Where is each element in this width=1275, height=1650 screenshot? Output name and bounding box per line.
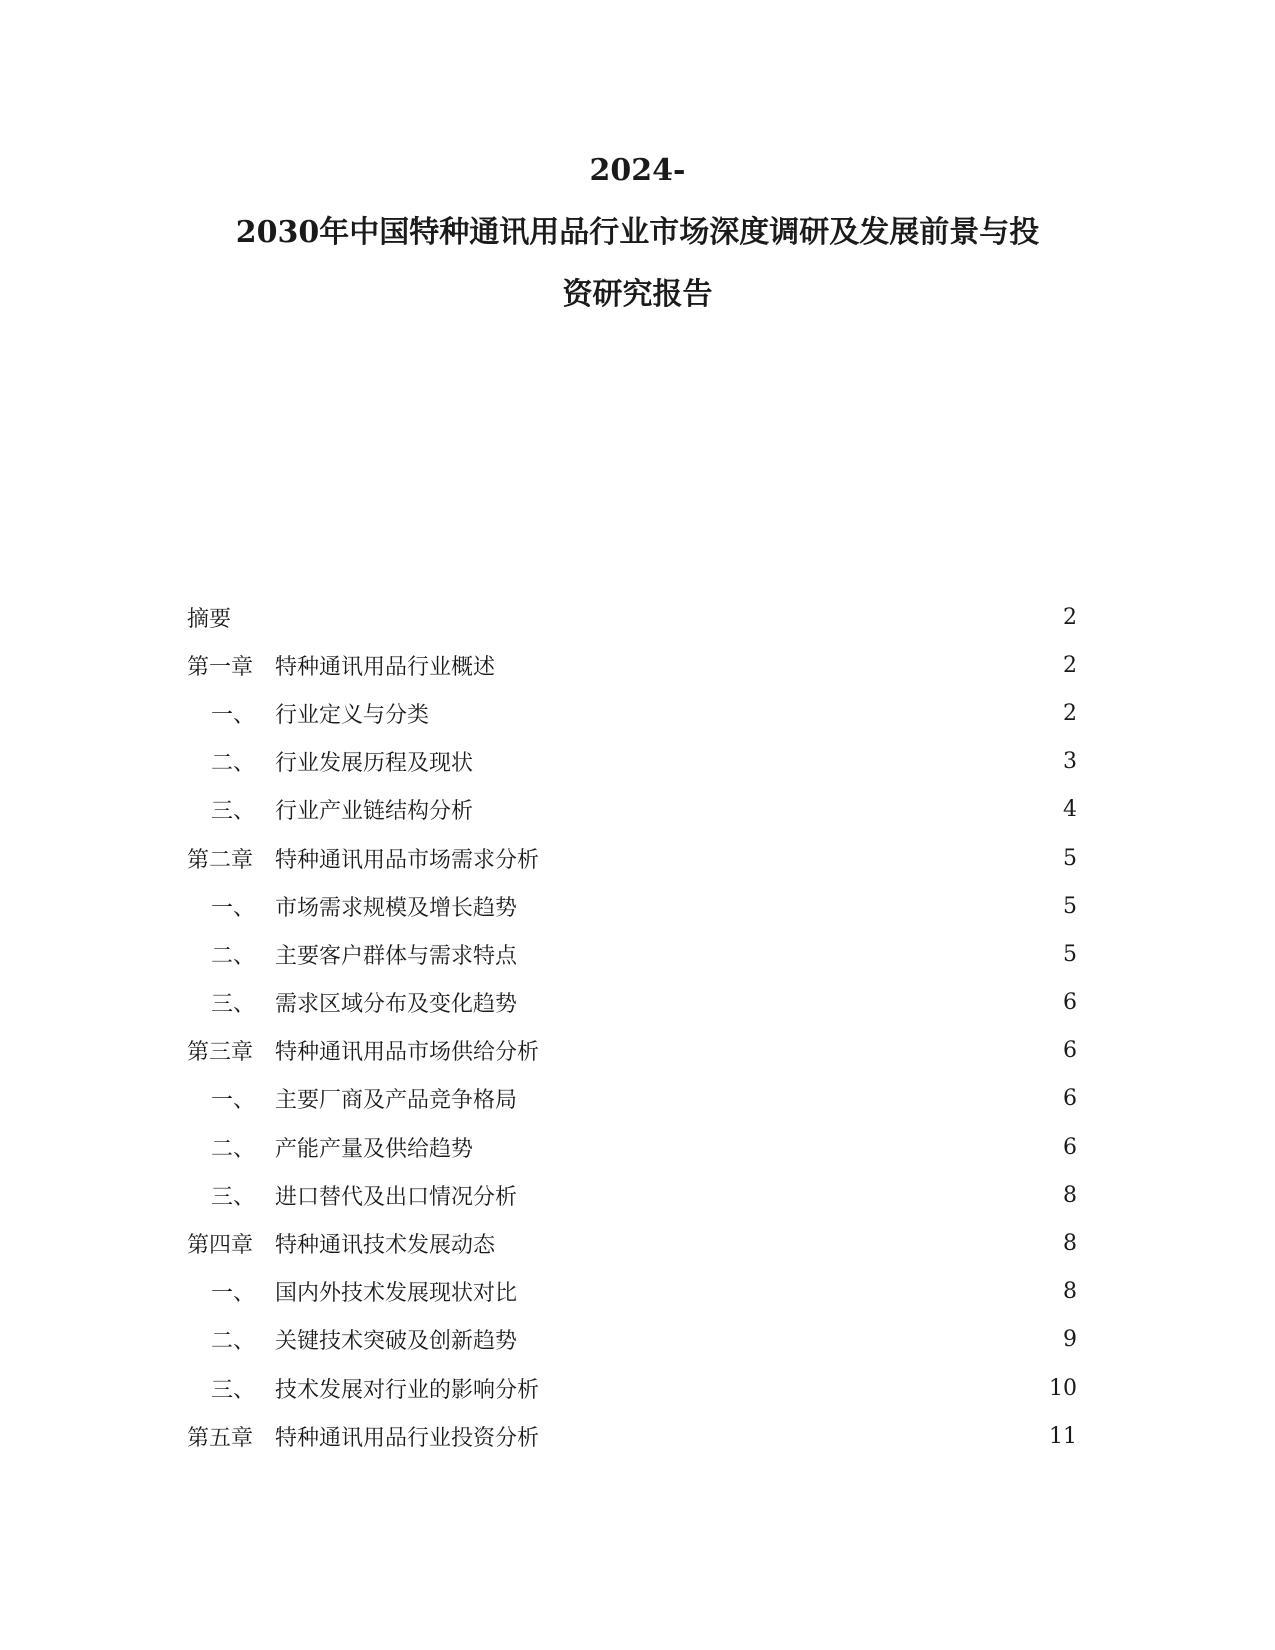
table-of-contents [187, 593, 1077, 1460]
toc-entry-title: 摘要 [187, 606, 232, 632]
toc-entry-number: 二、 [211, 751, 256, 777]
toc-entry-title: 国内外技术发展现状对比 [275, 1281, 518, 1307]
toc-entry-title: 市场需求规模及增长趋势 [275, 895, 518, 921]
toc-entry-number: 三、 [211, 1377, 256, 1403]
toc-dot-leader [479, 751, 1047, 773]
toc-entry[interactable] [187, 1412, 1077, 1460]
toc-dot-leader [523, 1088, 1047, 1110]
toc-entry[interactable] [187, 641, 1077, 689]
toc-dot-leader [501, 654, 1047, 676]
toc-entry-number: 第一章 [187, 654, 254, 680]
toc-page-number: 6 [1063, 1086, 1077, 1112]
toc-dot-leader [523, 992, 1047, 1014]
toc-page-number: 5 [1063, 893, 1077, 919]
toc-page-number: 6 [1063, 1038, 1077, 1064]
toc-entry-title: 特种通讯用品行业概述 [275, 654, 496, 680]
toc-entry-number: 一、 [211, 702, 256, 728]
toc-entry-title: 行业发展历程及现状 [275, 751, 474, 777]
toc-entry[interactable] [187, 1316, 1077, 1364]
toc-entry-number: 三、 [211, 992, 256, 1018]
toc-dot-leader [545, 1425, 1041, 1447]
toc-entry-title: 技术发展对行业的影响分析 [275, 1377, 540, 1403]
toc-entry-number: 第二章 [187, 847, 254, 873]
toc-entry-title: 特种通讯用品行业投资分析 [275, 1425, 540, 1451]
toc-entry[interactable] [187, 738, 1077, 786]
toc-entry-number: 第五章 [187, 1425, 254, 1451]
toc-entry[interactable] [187, 593, 1077, 641]
toc-entry-title: 主要厂商及产品竞争格局 [275, 1088, 518, 1114]
toc-page-number: 5 [1063, 941, 1077, 967]
title-line-2: 2030年中国特种通讯用品行业市场深度调研及发展前景与投 [235, 215, 1040, 250]
toc-dot-leader [501, 1233, 1047, 1255]
toc-entry[interactable] [187, 689, 1077, 737]
toc-entry-title: 特种通讯技术发展动态 [275, 1233, 496, 1259]
toc-entry-title: 主要客户群体与需求特点 [275, 943, 518, 969]
toc-dot-leader [545, 1377, 1041, 1399]
toc-entry-number: 三、 [211, 799, 256, 825]
toc-page-number: 2 [1063, 700, 1077, 726]
toc-entry-number: 二、 [211, 1329, 256, 1355]
toc-entry-title: 需求区域分布及变化趋势 [275, 992, 518, 1018]
toc-page-number: 2 [1063, 652, 1077, 678]
toc-page-number: 6 [1063, 990, 1077, 1016]
toc-dot-leader [523, 1184, 1047, 1206]
toc-dot-leader [545, 847, 1047, 869]
toc-entry[interactable] [187, 834, 1077, 882]
toc-entry-number: 一、 [211, 1088, 256, 1114]
toc-dot-leader [479, 1136, 1047, 1158]
toc-entry-number: 二、 [211, 1136, 256, 1162]
toc-page-number: 6 [1063, 1134, 1077, 1160]
toc-page-number: 8 [1063, 1231, 1077, 1257]
toc-dot-leader [237, 606, 1047, 628]
toc-dot-leader [523, 1329, 1047, 1351]
toc-page-number: 4 [1063, 797, 1077, 823]
toc-page-number: 2 [1063, 604, 1077, 630]
toc-entry-title: 特种通讯用品市场需求分析 [275, 847, 540, 873]
toc-entry-title: 进口替代及出口情况分析 [275, 1184, 518, 1210]
toc-entry[interactable] [187, 1027, 1077, 1075]
toc-entry-number: 三、 [211, 1184, 256, 1210]
toc-entry-title: 关键技术突破及创新趋势 [275, 1329, 518, 1355]
toc-entry[interactable] [187, 1268, 1077, 1316]
toc-dot-leader [523, 895, 1047, 917]
title-line-1: 2024- [589, 153, 686, 188]
toc-page-number: 10 [1049, 1375, 1077, 1401]
toc-entry-number: 第三章 [187, 1040, 254, 1066]
toc-entry[interactable] [187, 979, 1077, 1027]
toc-dot-leader [545, 1040, 1047, 1062]
toc-entry-title: 特种通讯用品市场供给分析 [275, 1040, 540, 1066]
toc-entry[interactable] [187, 1219, 1077, 1267]
toc-entry[interactable] [187, 1075, 1077, 1123]
toc-entry-number: 二、 [211, 943, 256, 969]
toc-entry-number: 一、 [211, 1281, 256, 1307]
toc-page-number: 11 [1049, 1423, 1077, 1449]
toc-page-number: 8 [1063, 1279, 1077, 1305]
toc-entry[interactable] [187, 1364, 1077, 1412]
toc-entry[interactable] [187, 786, 1077, 834]
toc-dot-leader [479, 799, 1047, 821]
toc-entry-title: 行业定义与分类 [275, 702, 430, 728]
toc-dot-leader [523, 1281, 1047, 1303]
toc-page-number: 8 [1063, 1182, 1077, 1208]
toc-page-number: 5 [1063, 845, 1077, 871]
toc-entry[interactable] [187, 1171, 1077, 1219]
toc-page-number: 9 [1063, 1327, 1077, 1353]
toc-entry[interactable] [187, 930, 1077, 978]
report-title [0, 140, 1275, 326]
toc-entry-number: 一、 [211, 895, 256, 921]
toc-dot-leader [435, 702, 1047, 724]
toc-entry-number: 第四章 [187, 1233, 254, 1259]
toc-entry[interactable] [187, 1123, 1077, 1171]
toc-entry[interactable] [187, 882, 1077, 930]
toc-dot-leader [523, 943, 1047, 965]
toc-page-number: 3 [1063, 749, 1077, 775]
toc-entry-title: 产能产量及供给趋势 [275, 1136, 474, 1162]
toc-entry-title: 行业产业链结构分析 [275, 799, 474, 825]
title-line-3: 资研究报告 [562, 277, 713, 312]
